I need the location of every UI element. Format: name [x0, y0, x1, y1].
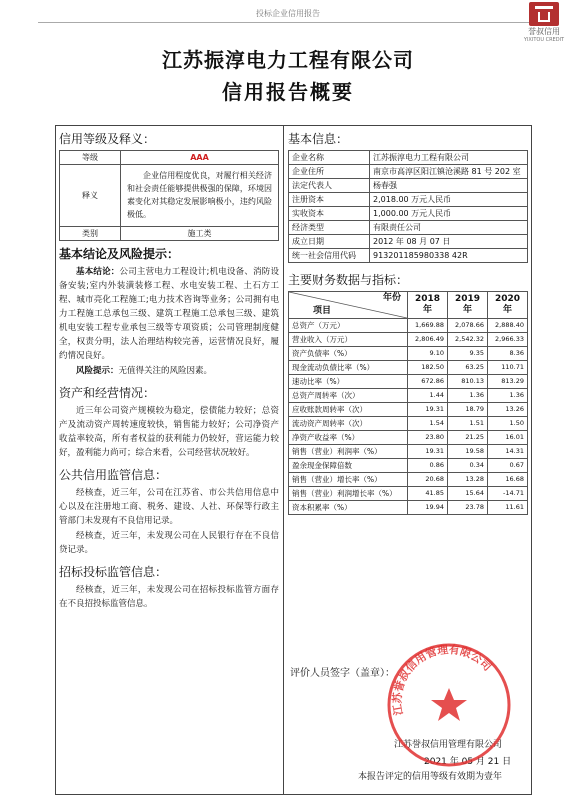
info-value: 2012 年 08 月 07 日 [370, 235, 528, 249]
table-row [289, 207, 528, 221]
corner-item: 项目 [313, 306, 332, 316]
metric-value: 0.67 [488, 459, 528, 473]
table-row [289, 333, 528, 347]
metric-value: 810.13 [448, 375, 488, 389]
page-header [0, 0, 576, 43]
metric-value: 2,888.40 [488, 319, 528, 333]
info-value: 南京市高淳区阳江镇沧溪路 81 号 202 室 [370, 165, 528, 179]
metric-name: 总资产（万元） [289, 319, 408, 333]
seal-text: 江苏誉叔信用管理有限公司 [390, 643, 495, 717]
grade-label: 等级 [60, 151, 121, 165]
year-header: 2019年 [448, 292, 488, 319]
metric-value: 63.25 [448, 361, 488, 375]
metric-value: 1.44 [408, 389, 448, 403]
table-row [289, 473, 528, 487]
metric-value: 1.36 [448, 389, 488, 403]
metric-value: 19.58 [448, 445, 488, 459]
metric-value: 9.35 [448, 347, 488, 361]
metric-name: 速动比率（%） [289, 375, 408, 389]
table-row [289, 235, 528, 249]
year-header: 2018年 [408, 292, 448, 319]
brand-logo [516, 0, 572, 43]
metric-value: 19.94 [408, 501, 448, 515]
metric-value: 23.78 [448, 501, 488, 515]
metric-name: 流动资产周转率（次） [289, 417, 408, 431]
metric-value: 11.61 [488, 501, 528, 515]
metric-value: 1.51 [448, 417, 488, 431]
metric-name: 现金流动负债比率（%） [289, 361, 408, 375]
table-row [289, 417, 528, 431]
logo-icon [529, 2, 559, 26]
risk-label: 风险提示： [76, 366, 119, 376]
assets-text: 近三年公司资产规模较为稳定，偿债能力较好；总资产及流动资产周转速度较快，销售能力较好；公司净资产收益率较高，所有者权益的获利能力仍较好，营运能力较好，盈利能力尚可；综合来看，公司经营状况较好。 [59, 406, 279, 458]
metric-value: 41.85 [408, 487, 448, 501]
metric-value: 0.34 [448, 459, 488, 473]
rating-table [59, 150, 279, 241]
basic-text: 公司主营电力工程设计;机电设备、消防设备安装;室内外装潢装修工程、水电安装工程、土石方工程、城市亮化工程施工;电力技术咨询等业务；公司拥有电力工程施工总承包三级、建筑工程施工总承包三级、建筑机电安装工程专业承包三级等专项资质；公司管理制度健全，权责分明，法人治理结构较完善，运营情况良好，履约情况良好。 [59, 267, 279, 361]
metric-value: 16.68 [488, 473, 528, 487]
metric-name: 资产负债率（%） [289, 347, 408, 361]
metric-value: 23.80 [408, 431, 448, 445]
column-divider [283, 125, 284, 795]
metric-value: 672.86 [408, 375, 448, 389]
metric-value: 19.31 [408, 445, 448, 459]
info-key: 企业名称 [289, 151, 370, 165]
metric-value: 13.28 [448, 473, 488, 487]
metric-value: 1,669.88 [408, 319, 448, 333]
validity-note: 本报告评定的信用等级有效期为壹年 [358, 772, 503, 782]
metric-value: 2,806.49 [408, 333, 448, 347]
table-row [289, 501, 528, 515]
metric-value: 2,966.33 [488, 333, 528, 347]
header-rule [38, 22, 538, 23]
info-value: 江苏振淳电力工程有限公司 [370, 151, 528, 165]
metric-value: 110.71 [488, 361, 528, 375]
metric-name: 销售（营业）利润增长率（%） [289, 487, 408, 501]
basic-label: 基本结论： [76, 267, 120, 277]
info-key: 经济类型 [289, 221, 370, 235]
corner-year: 年份 [382, 293, 401, 303]
table-row [289, 193, 528, 207]
table-row [289, 319, 528, 333]
public-credit-p1: 经核查，近三年，公司在江苏省、市公共信用信息中心以及在注册地工商、税务、建设、人社、环保等行政主管部门未发现有不良信用记录。 [59, 488, 279, 526]
basic-info-heading: 基本信息： [288, 132, 349, 146]
metric-value: 14.31 [488, 445, 528, 459]
signature-label: 评价人员签字（盖章）： [290, 668, 395, 679]
metric-value: 813.29 [488, 375, 528, 389]
table-row [289, 347, 528, 361]
meaning-label: 释义 [60, 165, 121, 227]
table-row [289, 431, 528, 445]
grade-value: AAA [121, 151, 279, 165]
public-credit-heading: 公共信用监管信息： [59, 468, 168, 482]
conclusion-text [59, 265, 279, 363]
metric-name: 盈余现金保障倍数 [289, 459, 408, 473]
info-value: 杨春强 [370, 179, 528, 193]
metric-value: 16.01 [488, 431, 528, 445]
table-row [289, 361, 528, 375]
info-value: 913201185980338 42R [370, 249, 528, 263]
metric-name: 净资产收益率（%） [289, 431, 408, 445]
metric-value: 2,542.32 [448, 333, 488, 347]
table-row [289, 445, 528, 459]
info-value: 有限责任公司 [370, 221, 528, 235]
meaning-value: 企业信用程度优良，对履行相关经济和社会责任能够提供极强的保障，环境因素变化对其稳定发展影响极小，违约风险极低。 [127, 171, 272, 219]
year-header: 2020年 [488, 292, 528, 319]
conclusion-heading: 基本结论及风险提示： [59, 247, 180, 261]
risk-value: 无值得关注的风险因素。 [118, 366, 213, 376]
table-row [289, 165, 528, 179]
official-seal-icon [384, 640, 514, 770]
corner-cell [289, 292, 408, 319]
header-text: 投标企业信用报告 [256, 9, 320, 18]
info-value: 1,000.00 万元人民币 [370, 207, 528, 221]
bidding-heading: 招标投标监管信息： [59, 565, 168, 579]
bidding-text: 经核查，近三年，未发现公司在招标投标监管方面存在不良招投标监管信息。 [59, 585, 279, 609]
metric-name: 营业收入（万元） [289, 333, 408, 347]
metric-name: 资本积累率（%） [289, 501, 408, 515]
info-value: 2,018.00 万元人民币 [370, 193, 528, 207]
info-key: 实收资本 [289, 207, 370, 221]
table-row [289, 389, 528, 403]
rating-heading: 信用等级及释义： [59, 132, 156, 146]
type-label: 类别 [60, 227, 121, 241]
finance-heading: 主要财务数据与指标： [288, 273, 409, 287]
metric-value: 13.26 [488, 403, 528, 417]
table-row [60, 227, 279, 241]
metric-value: 19.31 [408, 403, 448, 417]
logo-cn-text: 誉叔信用 [528, 27, 560, 36]
metric-name: 销售（营业）增长率（%） [289, 473, 408, 487]
table-row [289, 249, 528, 263]
info-key: 统一社会信用代码 [289, 249, 370, 263]
table-header-row [289, 292, 528, 319]
info-key: 注册资本 [289, 193, 370, 207]
metric-value: 182.50 [408, 361, 448, 375]
report-title: 信用报告概要 [222, 80, 354, 104]
table-row [60, 165, 279, 227]
metric-name: 销售（营业）利润率（%） [289, 445, 408, 459]
table-row [289, 179, 528, 193]
metric-value: 20.68 [408, 473, 448, 487]
table-row [289, 375, 528, 389]
metric-value: 1.50 [488, 417, 528, 431]
table-row [289, 459, 528, 473]
metric-value: 21.25 [448, 431, 488, 445]
metric-value: -14.71 [488, 487, 528, 501]
metric-value: 18.79 [448, 403, 488, 417]
table-row [60, 151, 279, 165]
issue-date: 2021 年 05 月 21 日 [424, 757, 512, 767]
table-row [289, 151, 528, 165]
risk-text [59, 364, 279, 378]
info-key: 成立日期 [289, 235, 370, 249]
assets-heading: 资产和经营情况： [59, 386, 156, 400]
metric-name: 总资产周转率（次） [289, 389, 408, 403]
public-credit-p2: 经核查，近三年，未发现公司在人民银行存在不良信贷记录。 [59, 531, 279, 555]
metric-value: 1.54 [408, 417, 448, 431]
company-title: 江苏振淳电力工程有限公司 [162, 48, 414, 72]
metric-value: 9.10 [408, 347, 448, 361]
info-key: 企业住所 [289, 165, 370, 179]
metric-value: 1.36 [488, 389, 528, 403]
finance-table [288, 291, 528, 515]
metric-value: 8.36 [488, 347, 528, 361]
metric-name: 应收账款周转率（次） [289, 403, 408, 417]
info-key: 法定代表人 [289, 179, 370, 193]
right-column [288, 128, 528, 515]
left-column [59, 128, 279, 612]
table-row [289, 403, 528, 417]
basic-info-table [288, 150, 528, 263]
metric-value: 2,078.66 [448, 319, 488, 333]
issuer-company: 江苏誉叔信用管理有限公司 [394, 740, 503, 750]
logo-en-text: YIXITOU CREDIT [523, 37, 565, 43]
metric-value: 0.86 [408, 459, 448, 473]
table-row [289, 487, 528, 501]
metric-value: 15.64 [448, 487, 488, 501]
table-row [289, 221, 528, 235]
type-value: 施工类 [121, 227, 279, 241]
